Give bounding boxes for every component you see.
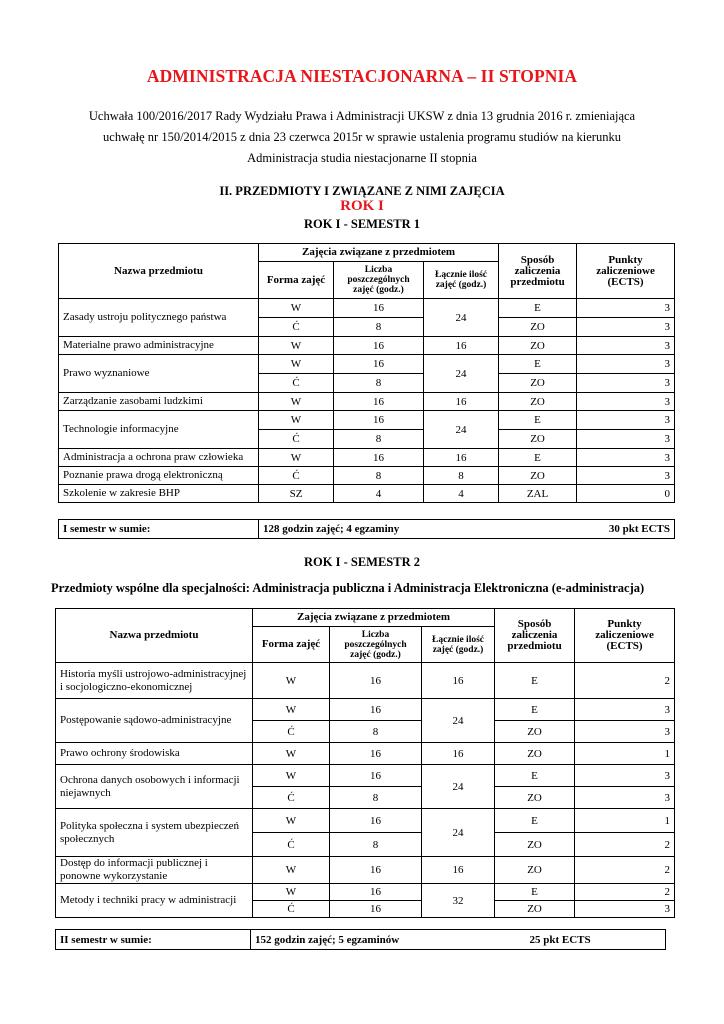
specialization-heading: Przedmioty wspólne dla specjalności: Administracja publiczna i Administracja Elektroniczna (e-administracja) [51, 581, 645, 595]
method-cell: ZO [499, 467, 577, 485]
ects-cell: 2 [575, 663, 675, 699]
form-cell: W [259, 411, 334, 430]
method-cell: ZO [499, 374, 577, 393]
hours-cell: 4 [334, 485, 424, 503]
ects-cell: 3 [577, 449, 675, 467]
method-cell: E [495, 809, 575, 833]
total-cell: 32 [422, 884, 495, 918]
method-cell: E [499, 411, 577, 430]
subject-name: Postępowanie sądowo-administracyjne [56, 699, 253, 743]
method-cell: E [499, 299, 577, 318]
semester1-title: ROK I - SEMESTR 1 [304, 217, 420, 231]
col-header-form: Forma zajęć [259, 262, 334, 299]
col-header-total: Łącznie ilość zajęć (godz.) [422, 627, 495, 663]
form-cell: Ć [259, 467, 334, 485]
subject-name: Ochrona danych osobowych i informacji niejawnych [56, 765, 253, 809]
col-header-form: Forma zajęć [253, 627, 330, 663]
summary-label: II semestr w sumie: [56, 930, 251, 950]
form-cell: W [253, 884, 330, 901]
col-header-group: Zajęcia związane z przedmiotem [259, 244, 499, 262]
method-cell: ZO [495, 833, 575, 857]
ects-cell: 3 [575, 901, 675, 918]
hours-cell: 8 [330, 787, 422, 809]
semester2-table [55, 608, 675, 918]
hours-cell: 16 [334, 337, 424, 355]
ects-cell: 3 [577, 337, 675, 355]
subject-name: Metody i techniki pracy w administracji [56, 884, 253, 918]
subject-name: Materialne prawo administracyjne [59, 337, 259, 355]
col-header-total: Łącznie ilość zajęć (godz.) [424, 262, 499, 299]
subject-name: Prawo ochrony środowiska [56, 743, 253, 765]
col-header-hours: Liczba poszczególnych zajęć (godz.) [330, 627, 422, 663]
ects-cell: 2 [575, 833, 675, 857]
method-cell: E [495, 765, 575, 787]
form-cell: Ć [253, 721, 330, 743]
resolution-line: Administracja studia niestacjonarne II stopnia [247, 151, 477, 165]
method-cell: E [499, 355, 577, 374]
method-cell: ZO [499, 337, 577, 355]
hours-cell: 8 [334, 374, 424, 393]
year-title: ROK I [340, 198, 384, 214]
total-cell: 8 [424, 467, 499, 485]
summary-ects: 30 pkt ECTS [499, 520, 675, 539]
total-cell: 16 [422, 663, 495, 699]
hours-cell: 8 [334, 467, 424, 485]
method-cell: E [499, 449, 577, 467]
ects-cell: 3 [575, 765, 675, 787]
hours-cell: 16 [330, 765, 422, 787]
total-cell: 24 [424, 299, 499, 337]
method-cell: ZO [495, 787, 575, 809]
subject-name: Szkolenie w zakresie BHP [59, 485, 259, 503]
hours-cell: 8 [330, 721, 422, 743]
semester1-summary [58, 519, 675, 539]
semester2-summary [55, 929, 666, 950]
hours-cell: 8 [334, 318, 424, 337]
ects-cell: 3 [575, 721, 675, 743]
hours-cell: 16 [334, 393, 424, 411]
method-cell: ZO [495, 743, 575, 765]
form-cell: Ć [253, 787, 330, 809]
subject-name: Historia myśli ustrojowo-administracyjnej i socjologiczno-ekonomicznej [56, 663, 253, 699]
form-cell: Ć [253, 901, 330, 918]
hours-cell: 16 [330, 743, 422, 765]
method-cell: ZO [499, 430, 577, 449]
subject-name: Dostęp do informacji publicznej i ponowne wykorzystanie [56, 857, 253, 884]
resolution-line: Uchwała 100/2016/2017 Rady Wydziału Prawa i Administracji UKSW z dnia 13 grudnia 2016 r. zmieniająca [88, 109, 636, 123]
ects-cell: 3 [577, 467, 675, 485]
summary-hours: 152 godzin zajęć; 5 egzaminów [251, 930, 526, 950]
ects-cell: 3 [577, 374, 675, 393]
summary-ects: 25 pkt ECTS [526, 930, 666, 950]
subject-name: Zarządzanie zasobami ludzkimi [59, 393, 259, 411]
ects-cell: 3 [577, 393, 675, 411]
total-cell: 24 [422, 765, 495, 809]
col-header-ects: Punkty zaliczeniowe (ECTS) [577, 244, 675, 299]
ects-cell: 3 [577, 411, 675, 430]
method-cell: ZO [499, 318, 577, 337]
form-cell: SZ [259, 485, 334, 503]
form-cell: W [253, 765, 330, 787]
col-header-method: Sposób zaliczenia przedmiotu [499, 244, 577, 299]
method-cell: ZAL [499, 485, 577, 503]
page-title: ADMINISTRACJA NIESTACJONARNA – II STOPNIA [146, 66, 578, 86]
hours-cell: 16 [330, 857, 422, 884]
ects-cell: 3 [577, 299, 675, 318]
form-cell: W [253, 743, 330, 765]
form-cell: W [259, 393, 334, 411]
method-cell: ZO [495, 901, 575, 918]
ects-cell: 3 [575, 699, 675, 721]
total-cell: 4 [424, 485, 499, 503]
ects-cell: 2 [575, 884, 675, 901]
hours-cell: 16 [330, 699, 422, 721]
form-cell: Ć [259, 374, 334, 393]
section-title: II. PRZEDMIOTY I ZWIĄZANE Z NIMI ZAJĘCIA [219, 184, 505, 198]
form-cell: W [253, 663, 330, 699]
total-cell: 16 [422, 857, 495, 884]
ects-cell: 3 [577, 430, 675, 449]
total-cell: 16 [422, 743, 495, 765]
total-cell: 24 [422, 699, 495, 743]
subject-name: Prawo wyznaniowe [59, 355, 259, 393]
form-cell: W [259, 299, 334, 318]
summary-hours: 128 godzin zajęć; 4 egzaminy [259, 520, 499, 539]
form-cell: W [253, 699, 330, 721]
method-cell: ZO [495, 721, 575, 743]
semester1-table [58, 243, 675, 503]
total-cell: 16 [424, 337, 499, 355]
ects-cell: 3 [577, 355, 675, 374]
ects-cell: 1 [575, 809, 675, 833]
col-header-name: Nazwa przedmiotu [56, 609, 253, 663]
form-cell: W [259, 355, 334, 374]
hours-cell: 16 [330, 809, 422, 833]
semester2-title: ROK I - SEMESTR 2 [304, 555, 420, 569]
form-cell: W [253, 857, 330, 884]
hours-cell: 16 [334, 355, 424, 374]
subject-name: Administracja a ochrona praw człowieka [59, 449, 259, 467]
summary-label: I semestr w sumie: [59, 520, 259, 539]
col-header-group: Zajęcia związane z przedmiotem [253, 609, 495, 627]
subject-name: Technologie informacyjne [59, 411, 259, 449]
hours-cell: 16 [334, 449, 424, 467]
subject-name: Poznanie prawa drogą elektroniczną [59, 467, 259, 485]
method-cell: E [495, 699, 575, 721]
method-cell: E [495, 663, 575, 699]
ects-cell: 3 [577, 318, 675, 337]
hours-cell: 8 [334, 430, 424, 449]
form-cell: W [253, 809, 330, 833]
col-header-method: Sposób zaliczenia przedmiotu [495, 609, 575, 663]
subject-name: Zasady ustroju politycznego państwa [59, 299, 259, 337]
form-cell: W [259, 337, 334, 355]
hours-cell: 16 [330, 884, 422, 901]
ects-cell: 3 [575, 787, 675, 809]
resolution-text [60, 106, 664, 169]
ects-cell: 1 [575, 743, 675, 765]
form-cell: Ć [259, 430, 334, 449]
hours-cell: 16 [334, 411, 424, 430]
ects-cell: 2 [575, 857, 675, 884]
hours-cell: 16 [330, 663, 422, 699]
total-cell: 24 [424, 411, 499, 449]
total-cell: 24 [422, 809, 495, 857]
col-header-hours: Liczba poszczególnych zajęć (godz.) [334, 262, 424, 299]
total-cell: 24 [424, 355, 499, 393]
form-cell: W [259, 449, 334, 467]
hours-cell: 8 [330, 833, 422, 857]
method-cell: ZO [499, 393, 577, 411]
total-cell: 16 [424, 449, 499, 467]
form-cell: Ć [259, 318, 334, 337]
hours-cell: 16 [334, 299, 424, 318]
subject-name: Polityka społeczna i system ubezpieczeń społecznych [56, 809, 253, 857]
resolution-line: uchwałę nr 150/2014/2015 z dnia 23 czerwca 2015r w sprawie ustalenia programu studiów na kierunku [103, 130, 621, 144]
form-cell: Ć [253, 833, 330, 857]
method-cell: E [495, 884, 575, 901]
col-header-ects: Punkty zaliczeniowe (ECTS) [575, 609, 675, 663]
col-header-name: Nazwa przedmiotu [59, 244, 259, 299]
ects-cell: 0 [577, 485, 675, 503]
hours-cell: 16 [330, 901, 422, 918]
total-cell: 16 [424, 393, 499, 411]
method-cell: ZO [495, 857, 575, 884]
